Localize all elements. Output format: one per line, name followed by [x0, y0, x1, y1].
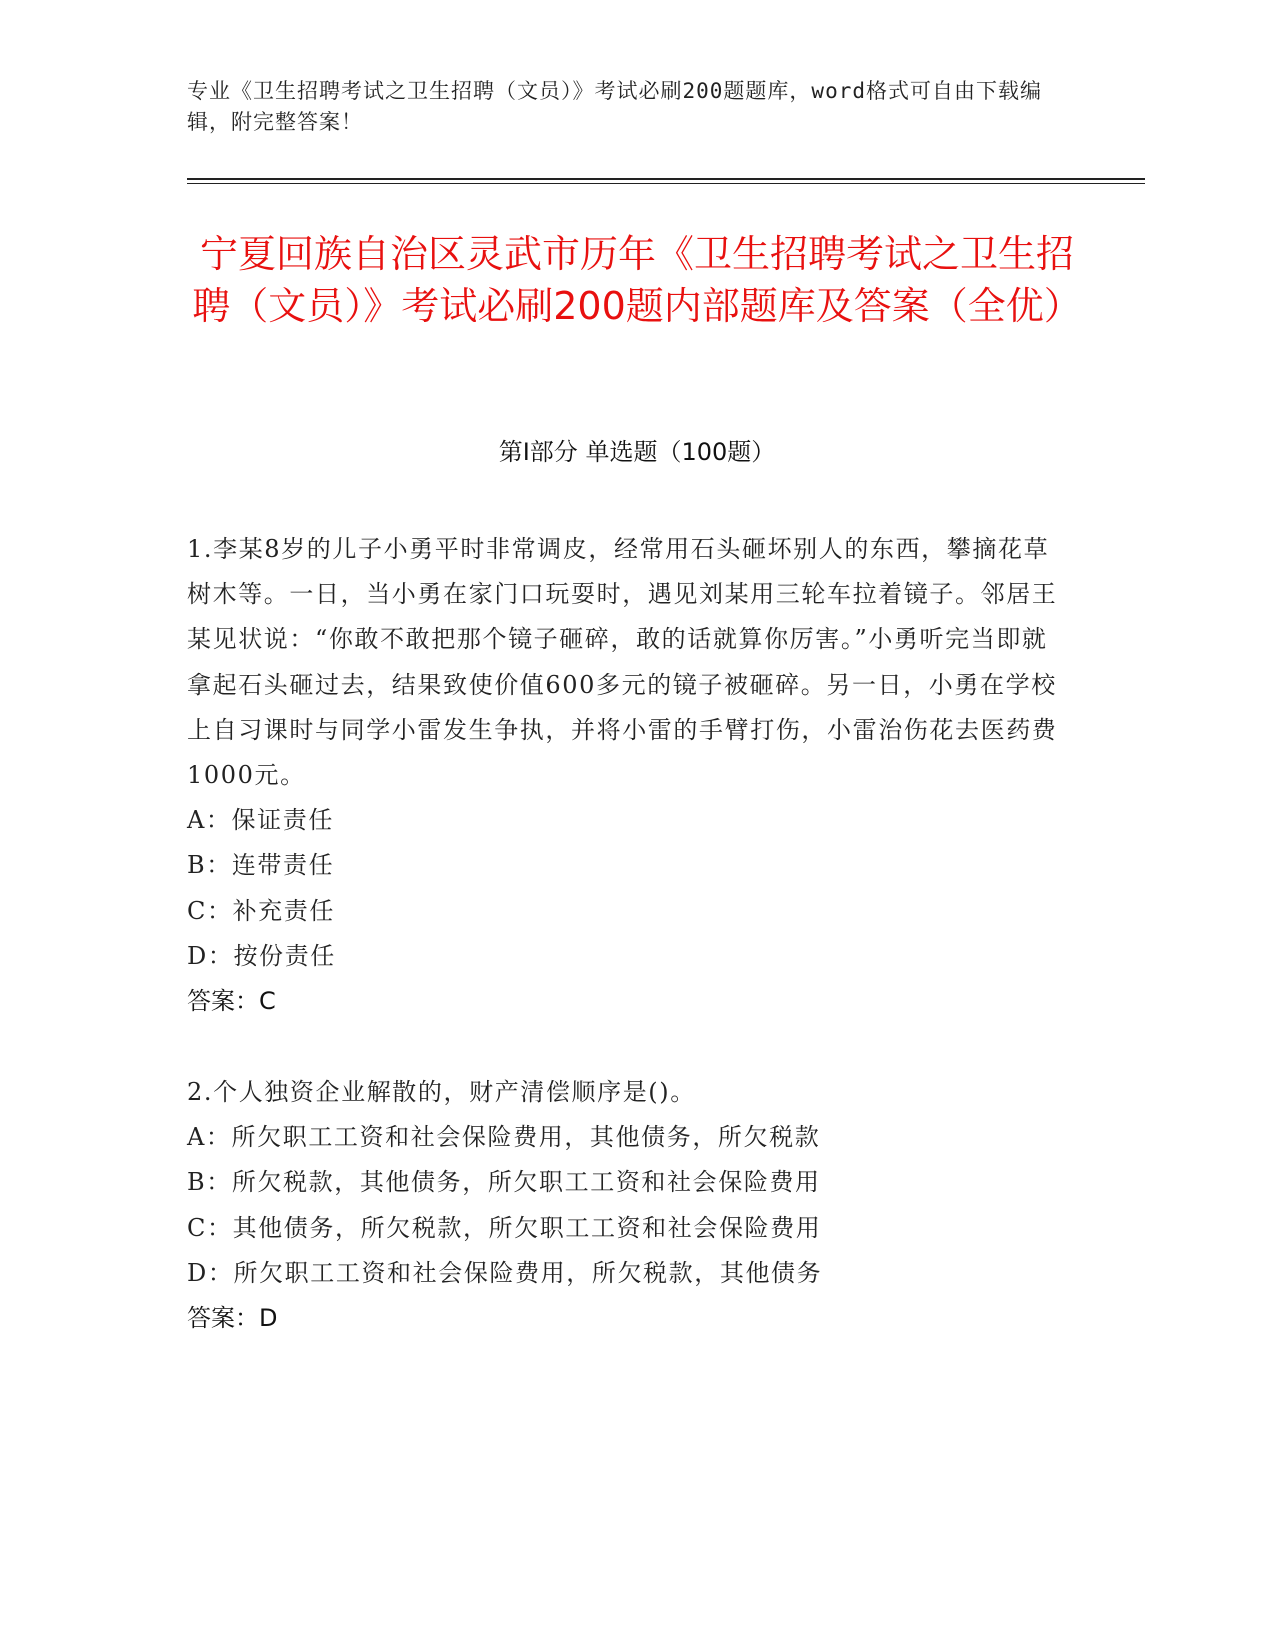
option-c: C：补充责任	[187, 896, 335, 925]
option-d: D：按份责任	[187, 941, 336, 970]
document-title: 宁夏回族自治区灵武市历年《卫生招聘考试之卫生招聘（文员）》考试必刷200题内部题库及答案（全优）	[192, 232, 1082, 328]
question-stem: 2.个人独资企业解散的，财产清偿顺序是()。	[187, 1078, 696, 1106]
option-d: D：所欠职工工资和社会保险费用，所欠税款，其他债务	[187, 1258, 823, 1287]
question-stem: 1.李某8岁的儿子小勇平时非常调皮，经常用石头砸坏别人的东西，攀摘花草树木等。一日，当小勇在家门口玩耍时，遇见刘某用三轮车拉着镜子。邻居王某见状说：“你敢不敢把那个镜子砸碎，敢的话就算你厉害。”小勇听完当即就拿起石头砸过去，结果致使价值600多元的镜子被砸碎。另一日，小勇在学校上自习课时与同学小雷发生争执，并将小雷的手臂打伤，小雷治伤花去医药费1000元。	[187, 535, 1058, 790]
question-1	[187, 527, 1067, 1024]
option-b: B：连带责任	[187, 851, 335, 880]
header-divider-thick	[187, 178, 1145, 180]
option-a: A：所欠职工工资和社会保险费用，其他债务，所欠税款	[187, 1123, 821, 1152]
header-note: 专业《卫生招聘考试之卫生招聘（文员）》考试必刷200题题库，word格式可自由下载编辑，附完整答案！	[187, 79, 1042, 134]
option-a: A：保证责任	[187, 806, 334, 835]
option-c: C：其他债务，所欠税款，所欠职工工资和社会保险费用	[187, 1213, 822, 1242]
section-heading: 第Ⅰ部分 单选题（100题）	[498, 438, 776, 466]
header-divider-thin	[187, 183, 1145, 184]
question-2	[187, 1070, 1067, 1341]
option-b: B：所欠税款，其他债务，所欠职工工资和社会保险费用	[187, 1168, 821, 1197]
answer: 答案：D	[187, 1304, 278, 1333]
answer: 答案：C	[187, 987, 276, 1016]
